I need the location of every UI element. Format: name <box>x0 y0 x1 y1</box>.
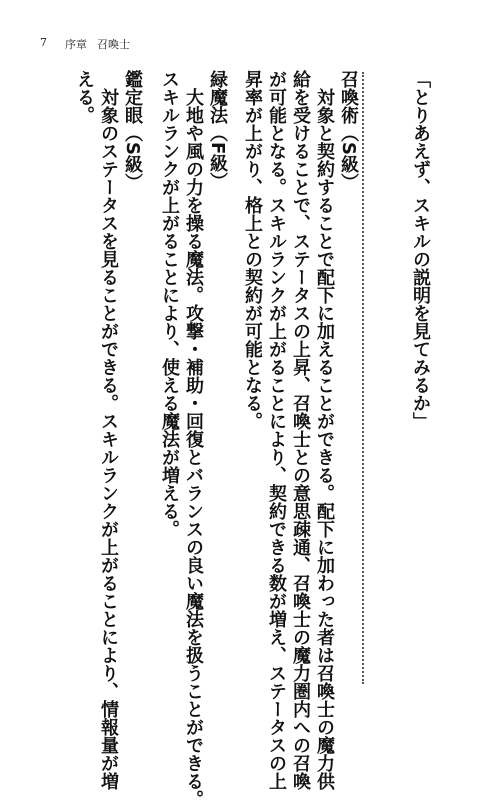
dotted-divider <box>362 72 364 684</box>
green-magic-desc-line-1: 大地や風の力を操る魔法。攻撃・補助・回復とバランスの良い魔法を扱うことができる。 <box>183 88 204 808</box>
appraisal-desc-line-1: 対象のステータスを見ることができる。スキルランクが上がることにより、情報量が増 <box>98 88 119 790</box>
green-magic-desc-line-2: スキルランクが上がることにより、使える魔法が増える。 <box>159 70 180 538</box>
skill-heading-appraisal: 鑑定眼（S級） <box>122 70 143 191</box>
chapter-label: 序章 <box>65 38 87 51</box>
summoning-desc-line-3: が可能となる。スキルランクが上がることにより、契約できる数が増え、ステータスの上 <box>266 70 287 790</box>
appraisal-desc-line-2: える。 <box>74 70 95 124</box>
skill-heading-summoning: 召喚術（S級） <box>338 70 359 191</box>
chapter-title: 召喚士 <box>97 38 130 51</box>
summoning-desc-line-2: 給を受けることで、ステータスの上昇、召喚士との意思疎通、召喚士の魔力圏内への召喚 <box>290 70 311 790</box>
summoning-desc-line-4: 昇率が上がり、格上との契約が可能となる。 <box>242 70 263 430</box>
page-number: 7 <box>40 36 47 49</box>
running-head <box>65 36 130 52</box>
skill-heading-green-magic: 緑魔法（F級） <box>207 70 228 191</box>
summoning-desc-line-1: 対象と契約することで配下に加えることができる。配下に加わった者は召喚士の魔力供 <box>314 88 335 790</box>
page-header <box>40 36 130 52</box>
dialogue-line: 「とりあえず、スキルの説明を見てみるか」 <box>410 70 431 430</box>
